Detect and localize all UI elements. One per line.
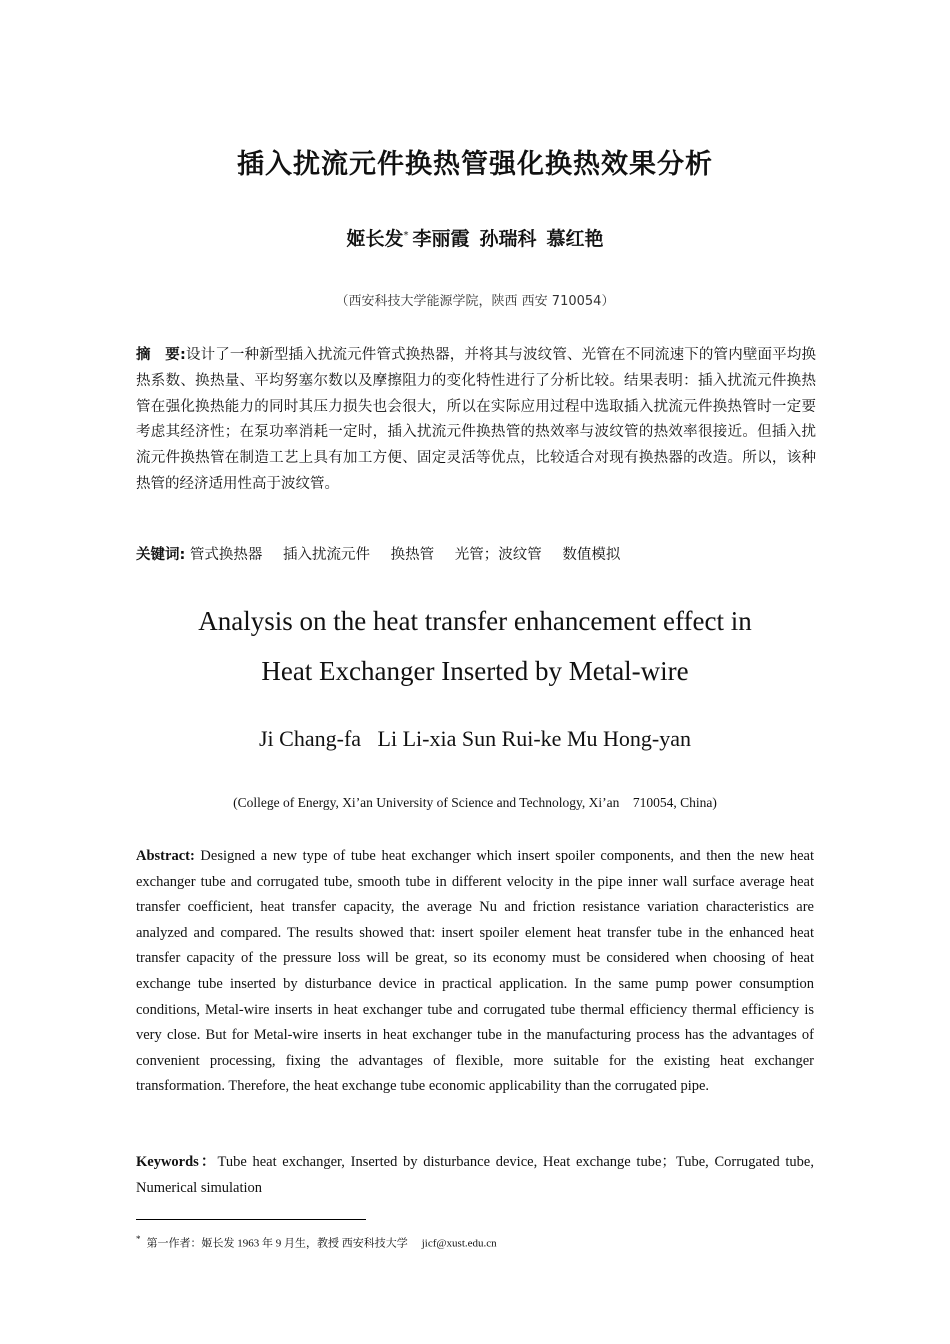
keyword-2: 插入扰流元件 — [283, 547, 371, 563]
chinese-affiliation: （西安科技大学能源学院，陕西 西安 710054） — [335, 294, 615, 309]
english-abstract-text: Designed a new type of tube heat exchanger which insert spoiler components, and then the new heat exchanger tube and corrugated tube, smooth tube in different velocity in the pipe inner wall surface average heat transfer coefficient, heat transfer capacity, the average Nu and friction resistance variation characteristics are analyzed and compared. The results showed that: insert spoiler element heat transfer tube in the enhanced heat transfer capacity of the pressure loss will be great, so its economy must be considered when choosing of heat exchange tube inserted by disturbance device in practical application. In the same pump power consumption conditions, Metal-wire inserts in heat exchanger tube and corrugated tube thermal efficiency thermal efficiency is very close. But for Metal-wire inserts in heat exchanger tube in the manufacturing process has the advantages of convenient processing, fixing the advantages of flexible, more suitable for the existing heat exchanger transformation. Therefore, the heat exchange tube economic applicability than the corrugated pipe. — [136, 848, 815, 1095]
english-abstract-label: Abstract: — [136, 848, 195, 864]
chinese-keywords — [136, 543, 816, 567]
english-title-line-2: Heat Exchanger Inserted by Metal-wire — [261, 656, 689, 686]
english-affiliation: (College of Energy, Xi’an University of Science and Technology, Xi’an 710054, China) — [233, 795, 717, 810]
first-author-mark: * — [403, 229, 409, 241]
footnote — [136, 1234, 836, 1251]
keyword-3: 换热管 — [390, 547, 435, 563]
author-1: 姬长发 — [346, 228, 404, 250]
chinese-title: 插入扰流元件换热管强化换热效果分析 — [237, 149, 713, 180]
author-4: 慕红艳 — [546, 228, 604, 250]
english-authors: Ji Chang-fa Li Li-xia Sun Rui-ke Mu Hong-yan — [259, 726, 691, 751]
chinese-keywords-label: 关键词: — [136, 547, 186, 563]
english-abstract — [136, 844, 814, 1100]
english-title — [0, 596, 950, 696]
english-title-line-1: Analysis on the heat transfer enhancement effect in — [198, 606, 752, 636]
footnote-divider — [136, 1219, 366, 1220]
keyword-1: 管式换热器 — [189, 547, 263, 563]
footnote-mark: * — [136, 1234, 141, 1244]
english-keywords-label: Keywords： — [136, 1154, 218, 1170]
chinese-abstract — [136, 343, 816, 498]
keyword-4: 光管；波纹管 — [454, 547, 542, 563]
chinese-abstract-text: 设计了一种新型插入扰流元件管式换热器，并将其与波纹管、光管在不同流速下的管内壁面平均换热系数、换热量、平均努塞尔数以及摩擦阻力的变化特性进行了分析比较。结果表明：插入扰流元件换热管在强化换热能力的同时其压力损失也会很大，所以在实际应用过程中选取插入扰流元件换热管时一定要考虑其经济性；在泵功率消耗一定时，插入扰流元件换热管的热效率与波纹管的热效率很接近。但插入扰流元件换热管在制造工艺上具有加工方便、固定灵活等优点，比较适合对现有换热器的改造。所以，该种热管的经济适用性高于波纹管。 — [136, 347, 816, 492]
chinese-abstract-label: 摘 要: — [136, 347, 186, 363]
chinese-authors — [0, 224, 950, 251]
footnote-email: jicf@xust.edu.cn — [421, 1237, 497, 1250]
english-keywords-text: Tube heat exchanger, Inserted by disturbance device, Heat exchange tube；Tube, Corrugated tube, Numerical simulation — [136, 1154, 814, 1196]
footnote-text: 第一作者：姬长发 1963 年 9 月生，教授 西安科技大学 — [146, 1237, 408, 1250]
author-2: 李丽霞 — [412, 228, 470, 250]
keyword-5: 数值模拟 — [562, 547, 621, 563]
english-keywords — [136, 1150, 814, 1201]
author-3: 孙瑞科 — [479, 228, 537, 250]
